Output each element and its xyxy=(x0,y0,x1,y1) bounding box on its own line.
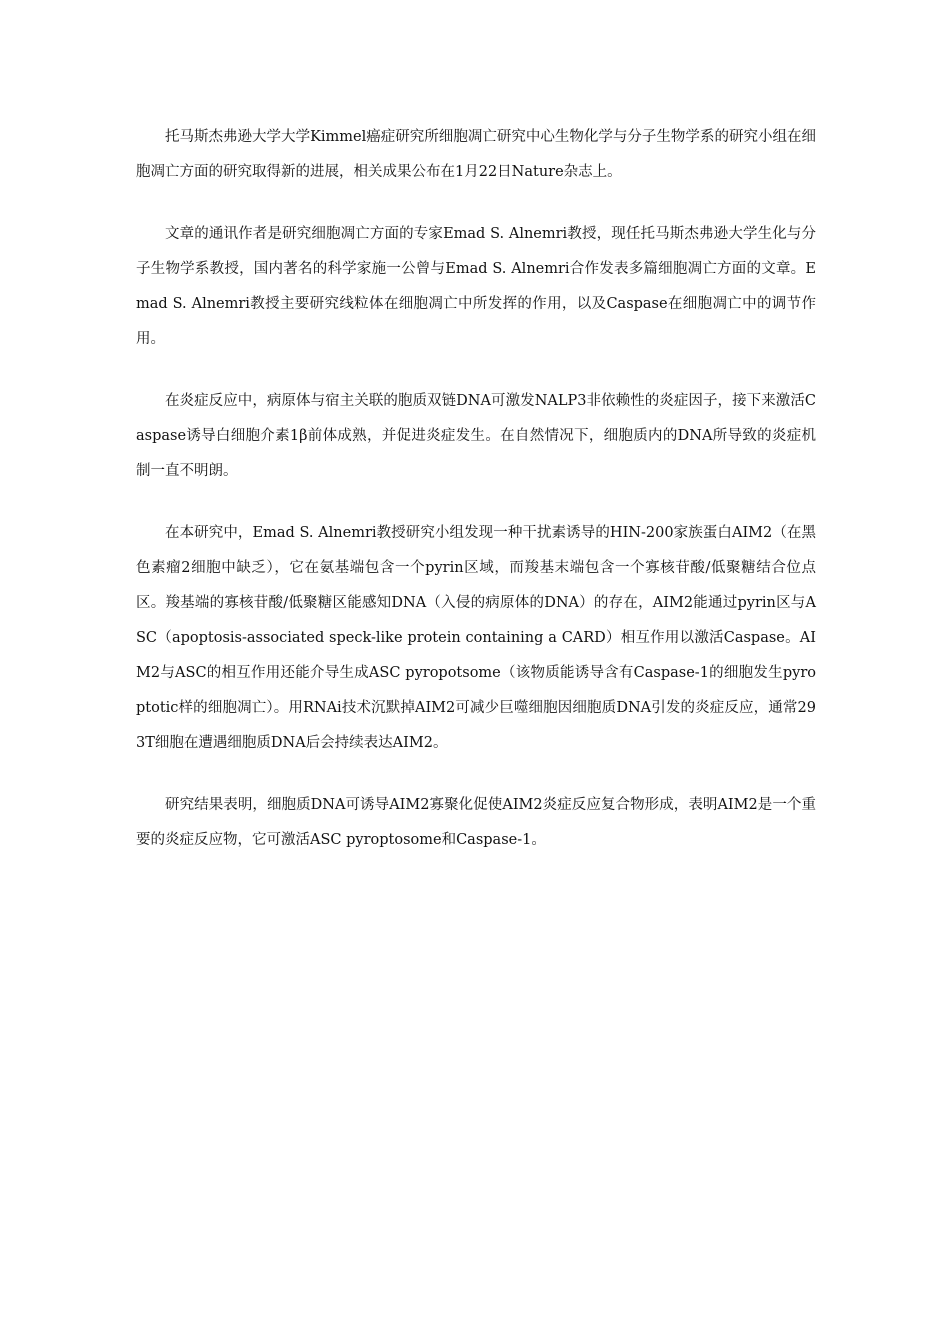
paragraph-1: 托马斯杰弗逊大学大学Kimmel癌症研究所细胞凋亡研究中心生物化学与分子生物学系的研究小组在细胞凋亡方面的研究取得新的进展，相关成果公布在1月22日Nature杂志上。 xyxy=(136,129,816,180)
paragraph-4: 在本研究中，Emad S. Alnemri教授研究小组发现一种干扰素诱导的HIN-200家族蛋白AIM2（在黑色素瘤2细胞中缺乏），它在氨基端包含一个pyrin区域，而羧基末端包含一个寡核苷酸/低聚糖结合位点区。羧基端的寡核苷酸/低聚糖区能感知DNA（入侵的病原体的DNA）的存在，AIM2能通过pyrin区与ASC（apoptosis-associated speck-like protein containing a CARD）相互作用以激活Caspase。AIM2与ASC的相互作用还能介导生成ASC pyropotsome（该物质能诱导含有Caspase-1的细胞发生pyroptotic样的细胞凋亡）。用RNAi技术沉默掉AIM2可减少巨噬细胞因细胞质DNA引发的炎症反应，通常293T细胞在遭遇细胞质DNA后会持续表达AIM2。 xyxy=(136,525,816,751)
paragraph-3: 在炎症反应中，病原体与宿主关联的胞质双链DNA可激发NALP3非依赖性的炎症因子，接下来激活Caspase诱导白细胞介素1β前体成熟，并促进炎症发生。在自然情况下，细胞质内的DNA所导致的炎症机制一直不明朗。 xyxy=(136,393,816,479)
paragraph-5: 研究结果表明，细胞质DNA可诱导AIM2寡聚化促使AIM2炎症反应复合物形成，表明AIM2是一个重要的炎症反应物，它可激活ASC pyroptosome和Caspase-1。 xyxy=(136,797,816,848)
paragraph-2: 文章的通讯作者是研究细胞凋亡方面的专家Emad S. Alnemri教授，现任托马斯杰弗逊大学生化与分子生物学系教授，国内著名的科学家施一公曾与Emad S. Alnemri合作发表多篇细胞凋亡方面的文章。Emad S. Alnemri教授主要研究线粒体在细胞凋亡中所发挥的作用，以及Caspase在细胞凋亡中的调节作用。 xyxy=(136,226,816,347)
document-body xyxy=(136,120,816,885)
